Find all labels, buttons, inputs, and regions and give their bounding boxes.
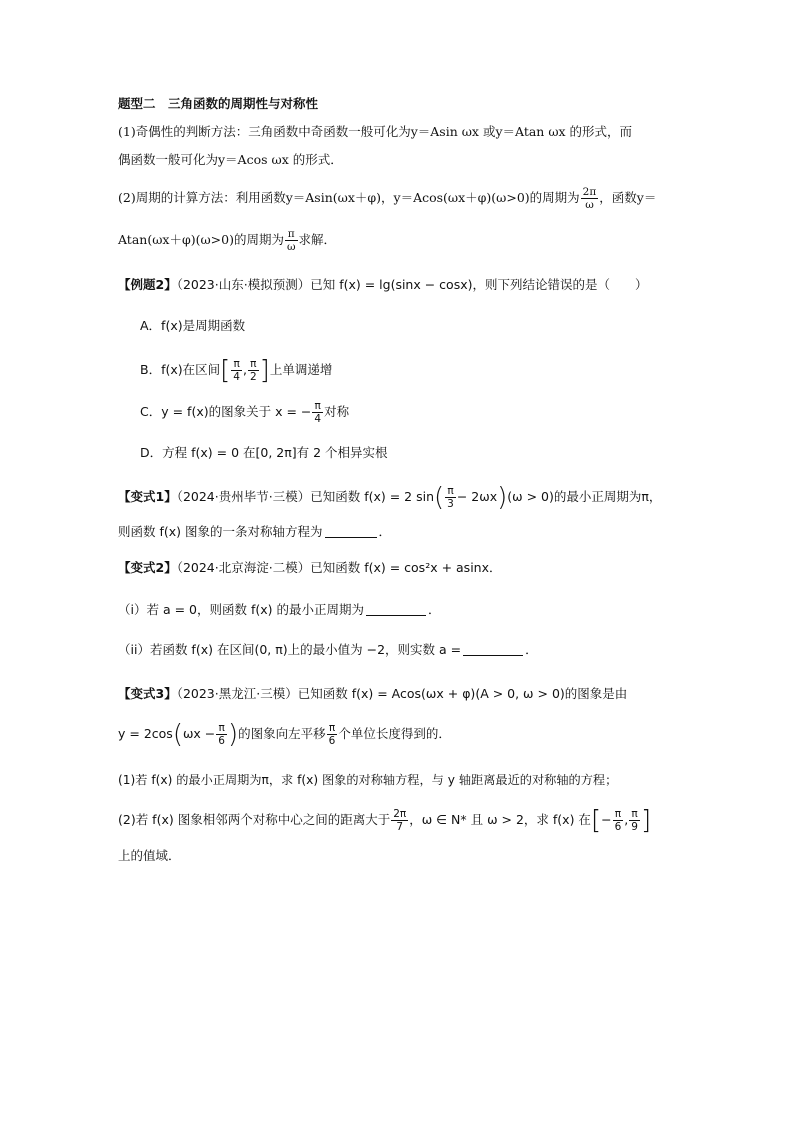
variant-3-stem (118, 684, 627, 704)
fraction-num: 2π (582, 186, 597, 198)
option-b-text: 上单调递增 (269, 362, 333, 377)
fraction (285, 228, 298, 253)
example-2-option-b: B．f(x)在区间[ $\frac{\pi}{4}$ , $\frac{\pi}{2}$ ]上单调递增 (140, 355, 333, 386)
fraction (391, 808, 408, 833)
paren: ) (497, 482, 508, 513)
variant-3-tag: 【变式3】 (118, 686, 177, 701)
fraction-num: π (327, 722, 338, 735)
fraction (445, 485, 456, 510)
fraction-den: ω (286, 241, 296, 253)
method-2-text: ，函数y＝ (599, 190, 657, 205)
variant-2-tag: 【变式2】 (118, 560, 177, 575)
example-2-option-a: A．f(x)是周期函数 (140, 318, 246, 333)
bracket: ] (640, 805, 652, 836)
method-2-text: (2)周期的计算方法：利用函数y＝Asin(ωx＋φ)，y＝Acos(ωx＋φ)(ω>0)的周期为 (118, 190, 580, 205)
fraction-num: π (248, 358, 259, 371)
paren: ( (434, 482, 445, 513)
fraction (629, 808, 640, 833)
fraction-num: π (285, 228, 298, 241)
fraction-den: 7 (396, 821, 404, 833)
variant-3-text: 的图象向左平移 (238, 726, 326, 741)
variant-1-text: 已知函数 f(x) = 2 sin (310, 489, 434, 504)
example-2-option-c (140, 400, 349, 425)
variant-3-text: ，ω ∈ N* 且 ω > 2，求 f(x) 在 (409, 812, 591, 827)
variant-3-text: (2)若 f(x) 图象相邻两个对称中心之间的距离大于 (118, 812, 391, 827)
fraction-den: 9 (631, 821, 638, 833)
fraction-den: 6 (218, 735, 225, 747)
fraction-den: 4 (314, 413, 322, 425)
method-1-line-1: (1)奇偶性的判断方法：三角函数中奇函数一般可化为y＝Asin ωx 或y＝Atan ωx 的形式，而 (118, 124, 633, 139)
fraction (613, 808, 624, 833)
fraction-num: π (312, 400, 323, 413)
variant-2-source: （2024·北京海淀·二模） (176, 560, 311, 575)
variant-3-inner: ωx − (182, 726, 216, 741)
variant-1-source: （2024·贵州毕节·三模） (176, 489, 311, 504)
fraction-den: 4 (233, 371, 240, 383)
example-2-option-d: D．方程 f(x) = 0 在[0, 2π]有 2 个相异实根 (140, 445, 388, 460)
variant-2-text: 已知函数 f(x) = cos²x + asinx． (310, 560, 502, 575)
fraction-num: π (629, 808, 640, 821)
fraction-num: π (231, 358, 242, 371)
variant-2-q1-end: ． (427, 602, 441, 617)
variant-3-text: y = 2cos (118, 726, 173, 741)
fraction-num: π (216, 722, 227, 735)
bracket: ] (259, 355, 270, 386)
example-2-text: 已知 f(x) = lg(sinx − cosx)，则下列结论错误的是（ ） (310, 277, 648, 292)
variant-3-part-2: (2)若 f(x) 图象相邻两个对称中心之间的距离大于 $\frac{2\pi}{7}$ ，ω ∈ N* 且 ω > 2，求 f(x) 在[− $\frac{\pi}{6}$ , $\frac{\pi}{9}$ ] (118, 805, 652, 836)
fraction (312, 400, 323, 425)
variant-1-text: 则函数 f(x) 图象的一条对称轴方程为 (118, 524, 323, 539)
fraction-num: π (445, 485, 456, 498)
bracket: [ (220, 355, 231, 386)
variant-1-text: (ω > 0)的最小正周期为π， (507, 489, 662, 504)
fraction-den: 6 (614, 821, 622, 833)
variant-1-line-2 (118, 522, 391, 542)
option-c-text: C．y = f(x)的图象关于 x = − (140, 404, 312, 419)
paren: ( (172, 719, 183, 750)
fraction-den: ω (585, 199, 594, 211)
option-b-text: B．f(x)在区间 (140, 362, 221, 377)
example-2-source: （2023·山东·模拟预测） (176, 277, 311, 292)
bracket: [ (590, 805, 602, 836)
variant-3-part-2-end: 上的值域． (118, 848, 181, 863)
fraction-num: π (613, 808, 624, 821)
variant-3-part-1: (1)若 f(x) 的最小正周期为π，求 f(x) 图象的对称轴方程，与 y 轴距离最近的对称轴的方程； (118, 773, 618, 787)
fraction (216, 722, 227, 747)
fraction-den: 3 (447, 498, 454, 510)
fraction (231, 358, 242, 383)
method-2-line-1 (118, 186, 656, 211)
variant-2-q1 (118, 600, 441, 620)
variant-1-inner: − 2ωx (456, 489, 498, 504)
variant-2-q2-text: （ii）若函数 f(x) 在区间(0, π)上的最小值为 −2，则实数 a = (118, 642, 462, 657)
fraction-den: 6 (328, 735, 336, 747)
fraction (327, 722, 338, 747)
variant-1-stem (118, 482, 662, 513)
variant-2-q1-text: （i）若 a = 0，则函数 f(x) 的最小正周期为 (118, 602, 364, 617)
method-2-text: 求解． (298, 232, 337, 247)
variant-3-text: 已知函数 f(x) = Acos(ωx + φ)(A > 0, ω > 0)的图象是由 (297, 686, 628, 701)
fraction-num: 2π (393, 808, 407, 820)
section-title: 题型二 三角函数的周期性与对称性 (118, 96, 319, 111)
example-2-tag: 【例题2】 (118, 277, 177, 292)
answer-blank[interactable] (366, 601, 426, 616)
variant-1-tag: 【变式1】 (118, 489, 177, 504)
variant-2-stem (118, 558, 502, 578)
variant-3-text: 个单位长度得到的． (338, 726, 451, 741)
option-c-text: 对称 (324, 404, 350, 419)
variant-1-end: ． (378, 524, 392, 539)
paren: ) (227, 719, 239, 750)
answer-blank[interactable] (463, 641, 523, 656)
method-2-text: Atan(ωx＋φ)(ω>0)的周期为 (118, 232, 284, 247)
variant-3-line-2 (118, 719, 451, 750)
variant-2-q2 (118, 640, 538, 660)
fraction (248, 358, 259, 383)
variant-2-q2-end: ． (525, 642, 538, 657)
fraction-den: 2 (249, 371, 257, 383)
answer-blank[interactable] (325, 523, 377, 538)
example-2-stem (118, 275, 647, 295)
fraction (581, 186, 599, 211)
variant-3-source: （2023·黑龙江·三模） (176, 686, 298, 701)
method-2-line-2 (118, 228, 336, 253)
method-1-line-2: 偶函数一般可化为y＝Acos ωx 的形式． (118, 152, 343, 167)
